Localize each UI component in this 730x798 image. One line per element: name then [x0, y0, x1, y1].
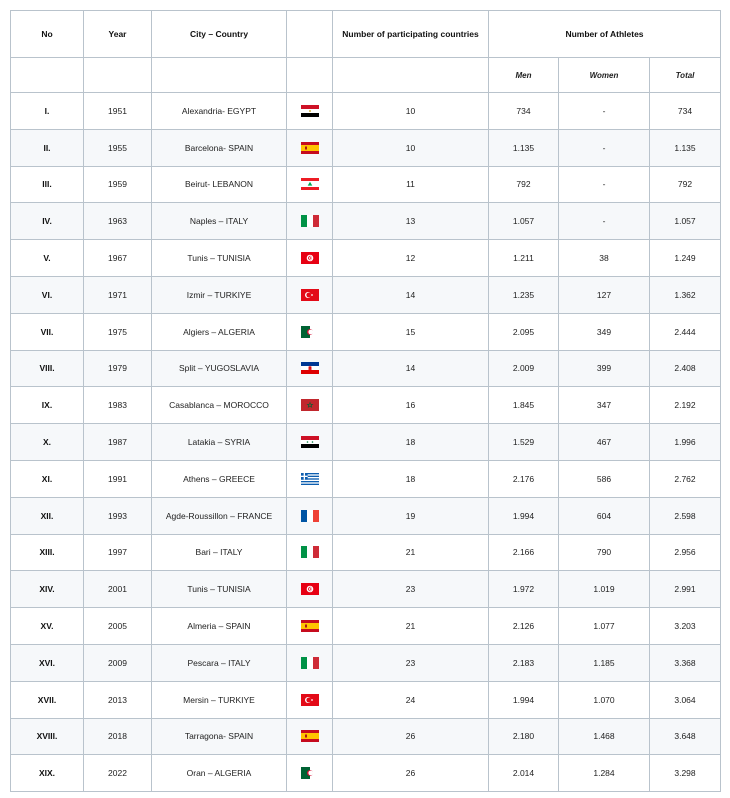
cell-no: VI.	[11, 276, 84, 313]
cell-women: -	[559, 166, 650, 203]
cell-city-country: Algiers – ALGERIA	[152, 313, 287, 350]
cell-women: 1.077	[559, 608, 650, 645]
subheader-empty	[152, 58, 287, 93]
cell-total: 2.956	[650, 534, 721, 571]
cell-city-country: Oran – ALGERIA	[152, 755, 287, 792]
cell-city-country: Bari – ITALY	[152, 534, 287, 571]
table-row	[11, 387, 721, 424]
table-row	[11, 93, 721, 130]
cell-men: 2.009	[489, 350, 559, 387]
cell-no: XV.	[11, 608, 84, 645]
cell-flag	[287, 534, 333, 571]
yugoslavia-flag-icon	[301, 362, 319, 374]
cell-year: 1975	[84, 313, 152, 350]
cell-women: -	[559, 129, 650, 166]
cell-flag	[287, 313, 333, 350]
france-flag-icon	[301, 510, 319, 522]
cell-year: 1987	[84, 424, 152, 461]
cell-city-country: Almeria – SPAIN	[152, 608, 287, 645]
turkey-flag-icon	[301, 694, 319, 706]
cell-year: 1979	[84, 350, 152, 387]
cell-no: IX.	[11, 387, 84, 424]
cell-no: X.	[11, 424, 84, 461]
cell-no: I.	[11, 93, 84, 130]
cell-city-country: Tunis – TUNISIA	[152, 571, 287, 608]
cell-city-country: Mersin – TURKIYE	[152, 681, 287, 718]
cell-city-country: Latakia – SYRIA	[152, 424, 287, 461]
cell-women: 1.070	[559, 681, 650, 718]
cell-men: 1.211	[489, 240, 559, 277]
cell-city-country: Beirut- LEBANON	[152, 166, 287, 203]
table-row	[11, 203, 721, 240]
cell-men: 1.135	[489, 129, 559, 166]
cell-no: XVI.	[11, 644, 84, 681]
cell-total: 1.996	[650, 424, 721, 461]
cell-year: 2018	[84, 718, 152, 755]
cell-participating-countries: 10	[333, 93, 489, 130]
table-row	[11, 424, 721, 461]
cell-no: XIV.	[11, 571, 84, 608]
subheader-empty	[333, 58, 489, 93]
cell-no: XVII.	[11, 681, 84, 718]
cell-city-country: Athens – GREECE	[152, 460, 287, 497]
cell-year: 2022	[84, 755, 152, 792]
cell-year: 1991	[84, 460, 152, 497]
cell-men: 2.126	[489, 608, 559, 645]
cell-city-country: Split – YUGOSLAVIA	[152, 350, 287, 387]
header-no: No	[11, 11, 84, 58]
cell-total: 3.648	[650, 718, 721, 755]
cell-total: 2.598	[650, 497, 721, 534]
cell-year: 2009	[84, 644, 152, 681]
cell-men: 1.972	[489, 571, 559, 608]
cell-women: 347	[559, 387, 650, 424]
cell-participating-countries: 13	[333, 203, 489, 240]
cell-city-country: Agde-Roussillon – FRANCE	[152, 497, 287, 534]
cell-women: 1.468	[559, 718, 650, 755]
cell-flag	[287, 350, 333, 387]
cell-no: VII.	[11, 313, 84, 350]
cell-total: 3.203	[650, 608, 721, 645]
cell-men: 1.994	[489, 681, 559, 718]
header-year: Year	[84, 11, 152, 58]
cell-total: 3.368	[650, 644, 721, 681]
cell-participating-countries: 10	[333, 129, 489, 166]
italy-flag-icon	[301, 215, 319, 227]
cell-city-country: Pescara – ITALY	[152, 644, 287, 681]
cell-participating-countries: 23	[333, 644, 489, 681]
cell-men: 1.845	[489, 387, 559, 424]
cell-women: 604	[559, 497, 650, 534]
cell-women: -	[559, 203, 650, 240]
cell-women: 790	[559, 534, 650, 571]
table-row	[11, 534, 721, 571]
cell-participating-countries: 24	[333, 681, 489, 718]
cell-no: XIII.	[11, 534, 84, 571]
cell-participating-countries: 26	[333, 755, 489, 792]
cell-participating-countries: 14	[333, 276, 489, 313]
cell-flag	[287, 166, 333, 203]
cell-flag	[287, 608, 333, 645]
cell-year: 1959	[84, 166, 152, 203]
cell-year: 1983	[84, 387, 152, 424]
cell-women: 467	[559, 424, 650, 461]
cell-total: 3.298	[650, 755, 721, 792]
cell-men: 2.014	[489, 755, 559, 792]
cell-year: 2013	[84, 681, 152, 718]
cell-women: 349	[559, 313, 650, 350]
cell-flag	[287, 644, 333, 681]
cell-no: VIII.	[11, 350, 84, 387]
table-row	[11, 608, 721, 645]
cell-city-country: Tunis – TUNISIA	[152, 240, 287, 277]
cell-total: 792	[650, 166, 721, 203]
cell-participating-countries: 14	[333, 350, 489, 387]
cell-women: 1.284	[559, 755, 650, 792]
subheader-men: Men	[489, 58, 559, 93]
table-row	[11, 681, 721, 718]
algeria-flag-icon	[301, 326, 319, 338]
cell-city-country: Barcelona- SPAIN	[152, 129, 287, 166]
cell-no: II.	[11, 129, 84, 166]
subheader-women: Women	[559, 58, 650, 93]
cell-year: 1963	[84, 203, 152, 240]
cell-flag	[287, 203, 333, 240]
morocco-flag-icon	[301, 399, 319, 411]
egypt-flag-icon	[301, 105, 319, 117]
table-row	[11, 718, 721, 755]
cell-year: 2001	[84, 571, 152, 608]
cell-men: 2.176	[489, 460, 559, 497]
cell-total: 734	[650, 93, 721, 130]
italy-flag-icon	[301, 657, 319, 669]
cell-participating-countries: 18	[333, 460, 489, 497]
table-row	[11, 571, 721, 608]
cell-participating-countries: 21	[333, 534, 489, 571]
cell-flag	[287, 129, 333, 166]
cell-men: 1.994	[489, 497, 559, 534]
table-row	[11, 644, 721, 681]
cell-flag	[287, 276, 333, 313]
header-number-of-athletes: Number of Athletes	[489, 11, 721, 58]
cell-city-country: Casablanca – MOROCCO	[152, 387, 287, 424]
cell-year: 1967	[84, 240, 152, 277]
header-city-country: City – Country	[152, 11, 287, 58]
cell-men: 792	[489, 166, 559, 203]
algeria-flag-icon	[301, 767, 319, 779]
spain-flag-icon	[301, 730, 319, 742]
cell-city-country: Izmir – TURKIYE	[152, 276, 287, 313]
cell-women: -	[559, 93, 650, 130]
cell-women: 399	[559, 350, 650, 387]
lebanon-flag-icon	[301, 178, 319, 190]
tunisia-flag-icon	[301, 252, 319, 264]
cell-women: 586	[559, 460, 650, 497]
table-row	[11, 313, 721, 350]
cell-total: 2.444	[650, 313, 721, 350]
cell-men: 1.057	[489, 203, 559, 240]
cell-men: 2.166	[489, 534, 559, 571]
table-row	[11, 276, 721, 313]
table-row	[11, 166, 721, 203]
cell-flag	[287, 497, 333, 534]
games-table	[10, 10, 721, 792]
table-row	[11, 460, 721, 497]
table-row	[11, 755, 721, 792]
cell-year: 1997	[84, 534, 152, 571]
cell-flag	[287, 718, 333, 755]
cell-city-country: Tarragona- SPAIN	[152, 718, 287, 755]
cell-participating-countries: 19	[333, 497, 489, 534]
cell-women: 127	[559, 276, 650, 313]
subheader-empty	[84, 58, 152, 93]
table-row	[11, 497, 721, 534]
cell-flag	[287, 681, 333, 718]
cell-participating-countries: 23	[333, 571, 489, 608]
cell-women: 38	[559, 240, 650, 277]
cell-total: 2.991	[650, 571, 721, 608]
turkey-flag-icon	[301, 289, 319, 301]
cell-city-country: Naples – ITALY	[152, 203, 287, 240]
header-participating-countries: Number of participating countries	[333, 11, 489, 58]
cell-no: XVIII.	[11, 718, 84, 755]
cell-flag	[287, 571, 333, 608]
cell-participating-countries: 18	[333, 424, 489, 461]
cell-flag	[287, 387, 333, 424]
subheader-empty	[287, 58, 333, 93]
syria-flag-icon	[301, 436, 319, 448]
cell-participating-countries: 21	[333, 608, 489, 645]
greece-flag-icon	[301, 473, 319, 485]
cell-total: 1.135	[650, 129, 721, 166]
cell-total: 2.762	[650, 460, 721, 497]
cell-participating-countries: 16	[333, 387, 489, 424]
header-flag	[287, 11, 333, 58]
cell-flag	[287, 755, 333, 792]
cell-no: III.	[11, 166, 84, 203]
cell-flag	[287, 93, 333, 130]
cell-women: 1.019	[559, 571, 650, 608]
cell-total: 2.192	[650, 387, 721, 424]
cell-flag	[287, 240, 333, 277]
header-row	[11, 11, 721, 58]
cell-participating-countries: 11	[333, 166, 489, 203]
subheader-empty	[11, 58, 84, 93]
cell-total: 3.064	[650, 681, 721, 718]
cell-total: 1.249	[650, 240, 721, 277]
cell-total: 2.408	[650, 350, 721, 387]
cell-year: 1955	[84, 129, 152, 166]
cell-no: IV.	[11, 203, 84, 240]
cell-men: 1.235	[489, 276, 559, 313]
subheader-row	[11, 58, 721, 93]
cell-men: 734	[489, 93, 559, 130]
cell-no: XIX.	[11, 755, 84, 792]
cell-total: 1.057	[650, 203, 721, 240]
subheader-total: Total	[650, 58, 721, 93]
cell-participating-countries: 12	[333, 240, 489, 277]
cell-no: XI.	[11, 460, 84, 497]
cell-men: 2.183	[489, 644, 559, 681]
cell-women: 1.185	[559, 644, 650, 681]
table-row	[11, 129, 721, 166]
cell-men: 1.529	[489, 424, 559, 461]
cell-men: 2.180	[489, 718, 559, 755]
table-row	[11, 240, 721, 277]
spain-flag-icon	[301, 142, 319, 154]
cell-men: 2.095	[489, 313, 559, 350]
spain-flag-icon	[301, 620, 319, 632]
cell-year: 1951	[84, 93, 152, 130]
cell-year: 1993	[84, 497, 152, 534]
cell-participating-countries: 15	[333, 313, 489, 350]
cell-flag	[287, 460, 333, 497]
cell-year: 1971	[84, 276, 152, 313]
cell-year: 2005	[84, 608, 152, 645]
cell-total: 1.362	[650, 276, 721, 313]
italy-flag-icon	[301, 546, 319, 558]
cell-participating-countries: 26	[333, 718, 489, 755]
cell-city-country: Alexandria- EGYPT	[152, 93, 287, 130]
table-row	[11, 350, 721, 387]
tunisia-flag-icon	[301, 583, 319, 595]
cell-no: V.	[11, 240, 84, 277]
cell-flag	[287, 424, 333, 461]
cell-no: XII.	[11, 497, 84, 534]
